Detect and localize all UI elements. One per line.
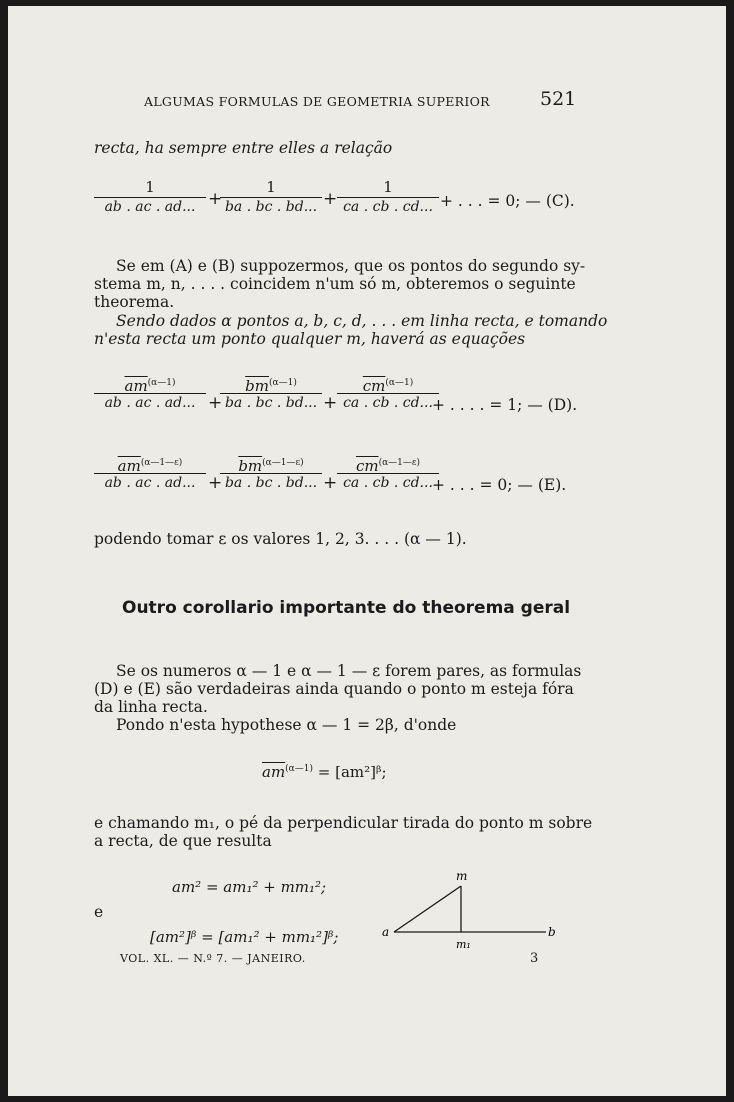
para1-line2: stema m, n, . . . . coincidem n'um só m, obteremos o seguinte: [94, 275, 576, 293]
eq-d-denominator-1: ab . ac . ad...: [104, 395, 196, 411]
book-page: [8, 6, 726, 1096]
eq-c-plus-1: +: [208, 189, 223, 209]
eq-c-denominator-2: ba . bc . bd...: [224, 199, 318, 215]
equation-f: [262, 763, 387, 781]
eq-d-tail: + . . . . = 1; — (D).: [432, 396, 578, 414]
section-heading: Outro corollario importante do theorema geral: [122, 598, 571, 618]
eq-d-plus-1: +: [208, 393, 223, 413]
para3-line3: da linha recta.: [94, 698, 208, 716]
eq-e-numerator-1: $\overline{am}$: [117, 457, 141, 475]
triangle-figure: [374, 868, 564, 954]
conjunction-e: e: [94, 903, 104, 921]
para4-line2: a recta, de que resulta: [94, 832, 272, 850]
eq-c-denominator-3: ca . cb . cd...: [343, 199, 433, 215]
label-m: m: [456, 869, 468, 883]
eq-c-numerator-2: 1: [266, 178, 276, 196]
footer-volume: VOL. XL. — N.º 7. — JANEIRO.: [120, 952, 306, 965]
eq-d-numerator-1: $\overline{am}$: [124, 377, 148, 395]
eq-e-plus-1: +: [208, 473, 223, 493]
eq-e-tail: + . . . = 0; — (E).: [432, 476, 567, 494]
eq-d-plus-2: +: [323, 393, 338, 413]
page-number: 521: [540, 88, 577, 110]
eq-d-exponent-2: (α—1): [269, 378, 297, 388]
eq-c-plus-2: +: [323, 189, 338, 209]
eq-f-rhs: = [am²]ᵝ;: [317, 763, 387, 781]
eq-c-denominator-1: ab . ac . ad...: [104, 199, 196, 215]
eq-d-exponent-3: (α—1): [385, 378, 414, 388]
para4-line1: e chamando m₁, o pé da perpendicular tirada do ponto m sobre: [94, 814, 593, 832]
para3-line4: Pondo n'esta hypothese α — 1 = 2β, d'onde: [116, 716, 457, 734]
eq-e-plus-2: +: [323, 473, 338, 493]
eq-f-exponent: (α—1): [285, 764, 313, 774]
values-line: podendo tomar ε os valores 1, 2, 3. . . . (α — 1).: [94, 530, 467, 548]
eq-f-lhs: $\overline{am}$: [262, 763, 286, 781]
eq-e-numerator-3: $\overline{cm}$: [355, 457, 379, 475]
eq-e-term-1: [94, 454, 206, 492]
intro-line: recta, ha sempre entre elles a relação: [94, 139, 393, 157]
eq-e-term-2: [220, 454, 322, 492]
eq-e-denominator-3: ca . cb . cd...: [343, 475, 433, 491]
eq-d-term-2: [220, 374, 322, 412]
eq-d-exponent-1: (α—1): [147, 378, 176, 388]
eq-d-denominator-3: ca . cb . cd...: [343, 395, 433, 411]
eq-c-numerator-1: 1: [145, 178, 155, 196]
eq-e-exponent-3: (α—1—ε): [378, 458, 421, 468]
eq-e-denominator-2: ba . bc . bd...: [224, 475, 318, 491]
eq-e-exponent-2: (α—1—ε): [262, 458, 304, 468]
eq-c-term-3: [337, 178, 439, 216]
footer-signature: 3: [530, 951, 539, 966]
eq-e-exponent-1: (α—1—ε): [140, 458, 183, 468]
eq-e-term-3: [337, 454, 439, 492]
label-a: a: [382, 925, 390, 939]
line-am: [394, 886, 461, 932]
eq-d-term-3: [337, 374, 439, 412]
para3-line1: Se os numeros α — 1 e α — 1 — ε forem pares, as formulas: [116, 662, 582, 680]
eq-e-numerator-2: $\overline{bm}$: [238, 457, 263, 475]
para2-line1: Sendo dados α pontos a, b, c, d, . . . em linha recta, e tomando: [116, 312, 608, 330]
eq-c-numerator-3: 1: [383, 178, 393, 196]
equation-h: [am²]ᵝ = [am₁² + mm₁²]ᵝ;: [150, 928, 339, 946]
eq-d-numerator-3: $\overline{cm}$: [362, 377, 386, 395]
eq-c-tail: + . . . = 0; — (C).: [440, 192, 575, 210]
running-title: ALGUMAS FORMULAS DE GEOMETRIA SUPERIOR: [144, 94, 490, 109]
para1-line1: Se em (A) e (B) suppozermos, que os pontos do segundo sy-: [116, 257, 586, 275]
equation-g: am² = am₁² + mm₁²;: [172, 878, 327, 896]
para3-line2: (D) e (E) são verdadeiras ainda quando o ponto m esteja fóra: [94, 680, 574, 698]
eq-c-term-1: [94, 178, 206, 216]
eq-e-denominator-1: ab . ac . ad...: [104, 475, 196, 491]
label-m1: m₁: [456, 938, 471, 951]
eq-d-numerator-2: $\overline{bm}$: [245, 377, 269, 395]
eq-c-term-2: [220, 178, 322, 216]
eq-d-denominator-2: ba . bc . bd...: [224, 395, 318, 411]
para2-line2: n'esta recta um ponto qualquer m, haverá as equações: [94, 330, 526, 348]
label-b: b: [548, 925, 556, 939]
eq-d-term-1: [94, 374, 206, 412]
para1-line3: theorema.: [94, 293, 175, 311]
